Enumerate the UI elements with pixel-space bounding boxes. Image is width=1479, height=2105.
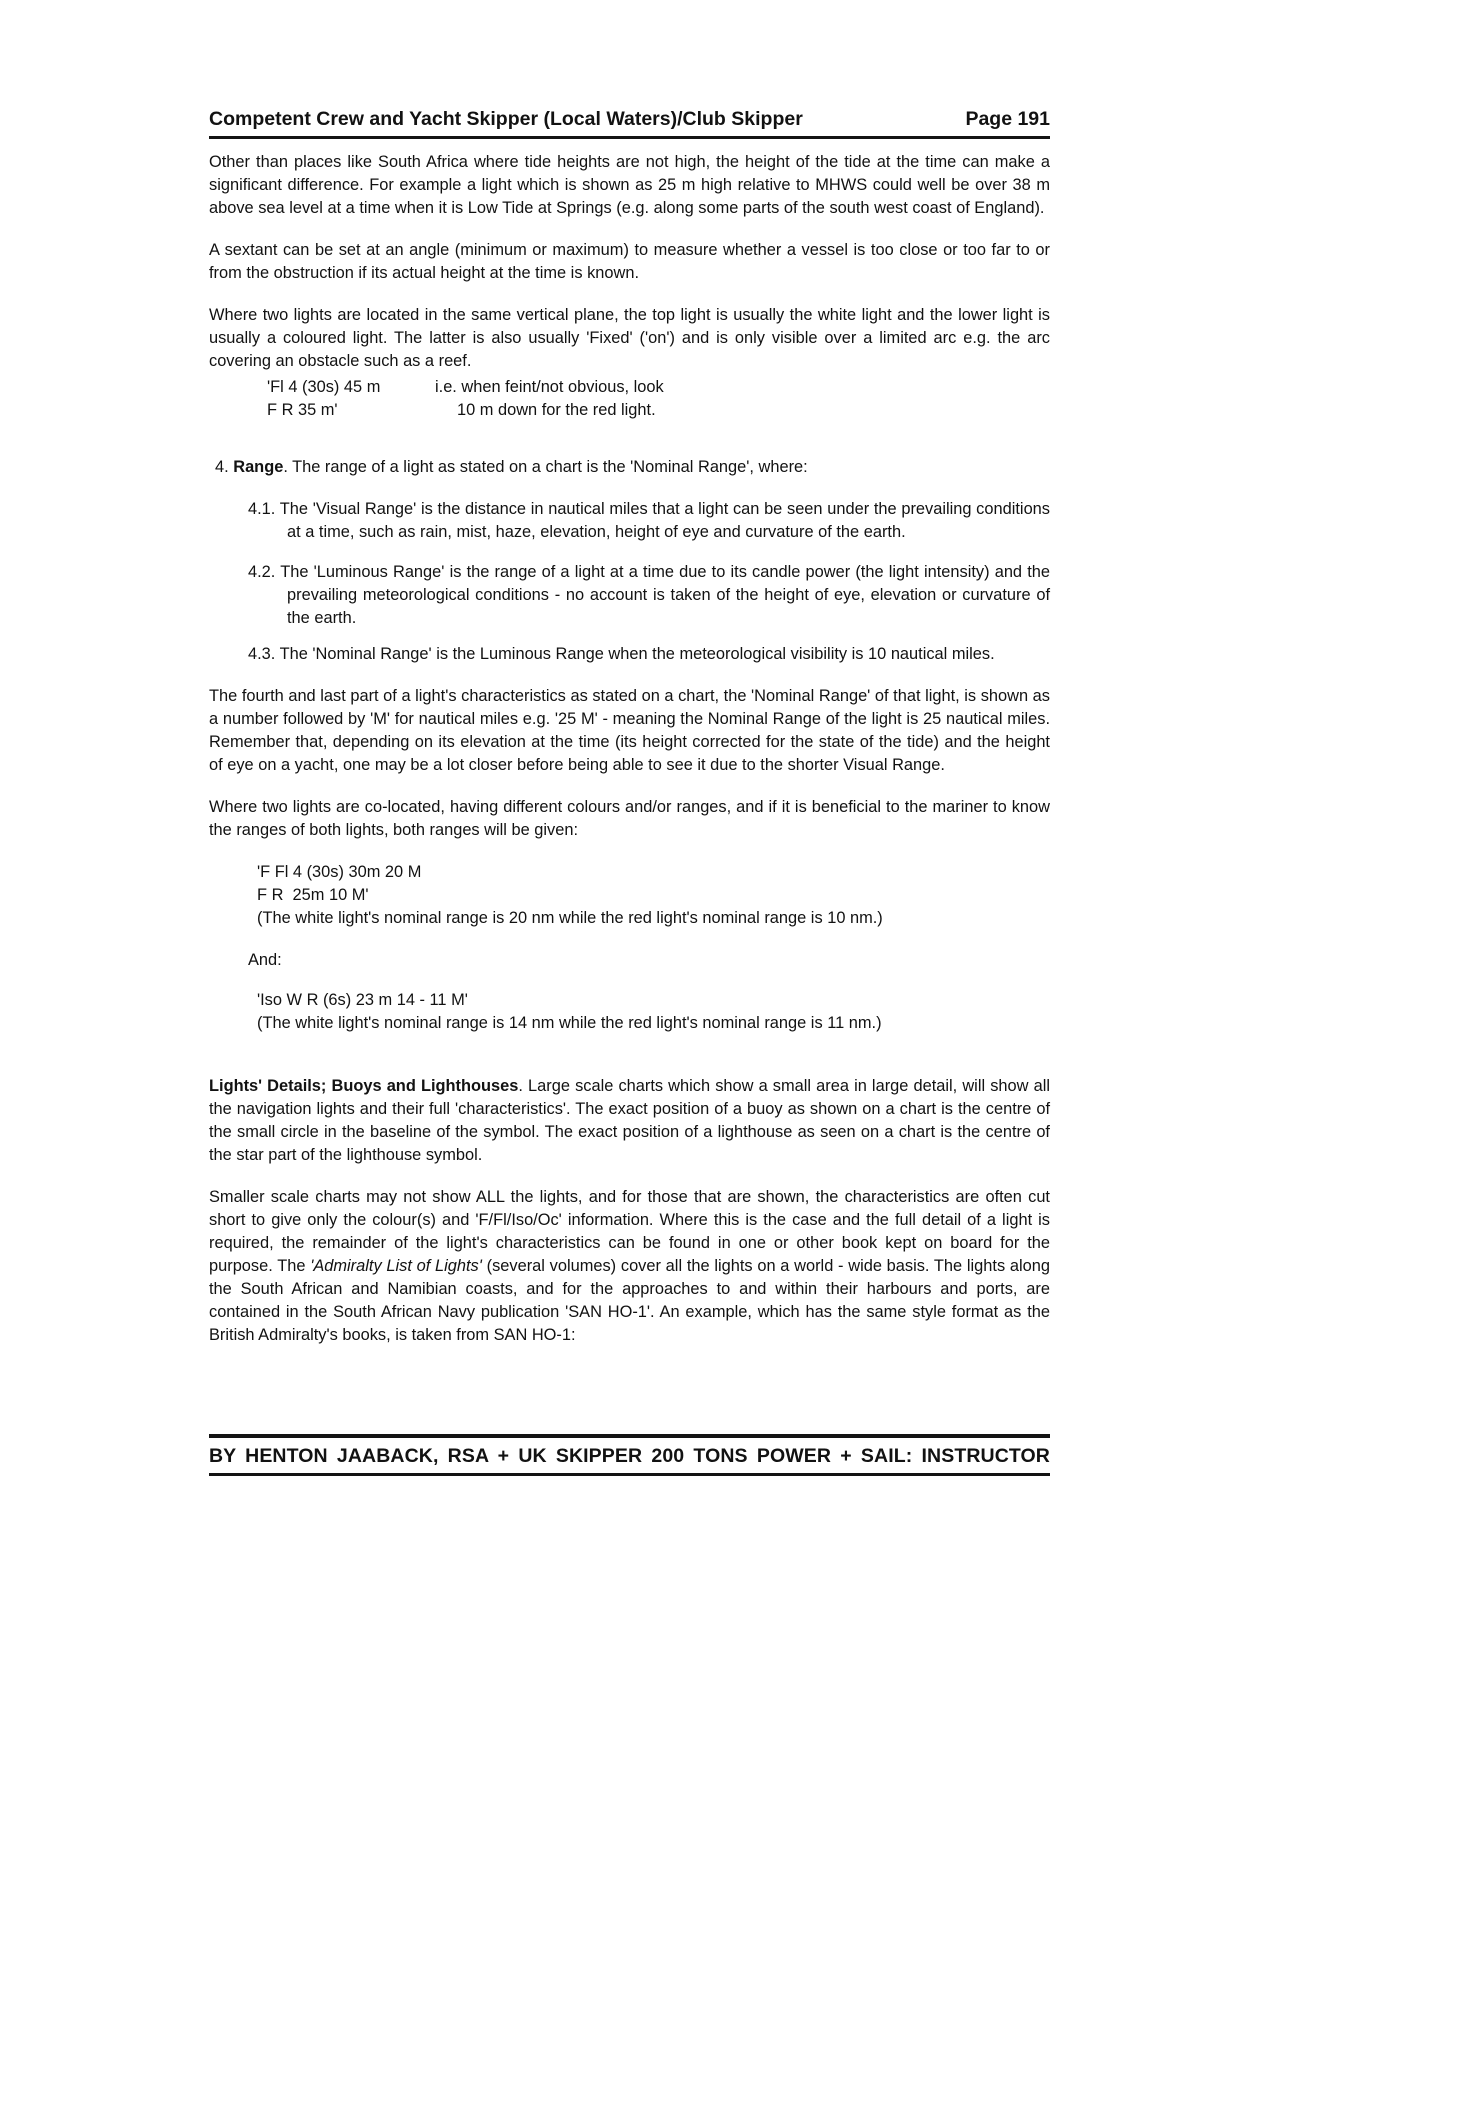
range-note: (The white light's nominal range is 20 nm while the red light's nominal range is 10 nm.): [257, 909, 883, 927]
paragraph-sextant: A sextant can be set at an angle (minimum or maximum) to measure whether a vessel is too close or too far to or from the obstruction if its actual height at the time is known.: [209, 241, 1050, 282]
paragraph-lights-details: [209, 1075, 1050, 1167]
example-line: [267, 376, 1050, 399]
light-code: 'F Fl 4 (30s) 30m 20 M: [257, 863, 422, 881]
item-text: . The range of a light as stated on a chart is the 'Nominal Range', where:: [283, 458, 808, 476]
light-characteristic-example: [267, 376, 1050, 422]
section-4-3: [248, 643, 1050, 666]
light-code: 'Iso W R (6s) 23 m 14 - 11 M': [257, 991, 468, 1009]
item-number: 4.2.: [248, 563, 281, 581]
item-text: The 'Visual Range' is the distance in nautical miles that a light can be seen under the prevailing conditions at a time, such as rain, mist, haze, elevation, height of eye and curvature of the earth.: [279, 500, 1050, 541]
section-4-range: [215, 456, 1050, 479]
section-4-1: [248, 498, 1050, 544]
and-label: And:: [248, 951, 282, 969]
range-example-1: [257, 861, 1050, 930]
page-footer: BY HENTON JAABACK, RSA + UK SKIPPER 200 TONS POWER + SAIL: INSTRUCTOR: [209, 1434, 1050, 1476]
item-text: The 'Luminous Range' is the range of a light at a time due to its candle power (the light intensity) and the prevailing meteorological conditions - no account is taken of the height of eye, elevation or curvature of the earth.: [280, 563, 1050, 627]
range-example-2: [257, 989, 1050, 1035]
paragraph-smaller-scale-charts: [209, 1186, 1050, 1347]
light-note: 10 m down for the red light.: [457, 401, 656, 419]
paragraph-nominal-range: The fourth and last part of a light's characteristics as stated on a chart, the 'Nominal Range' of that light, is shown as a number followed by 'M' for nautical miles e.g. '25 M' - meaning the Nominal Range of the light is 25 nautical miles. Remember that, depending on its elevation at the time (its height corrected for the state of the tide) and the height of eye on a yacht, one may be a lot closer before being able to see it due to the shorter Visual Range.: [209, 687, 1050, 774]
item-text: The 'Nominal Range' is the Luminous Range when the meteorological visibility is 10 nautical miles.: [279, 645, 995, 663]
page-number: Page 191: [965, 108, 1050, 130]
page-title: Competent Crew and Yacht Skipper (Local Waters)/Club Skipper: [209, 108, 803, 130]
paragraph-text: . Large scale charts which show a small area in large detail, will show all the navigation lights and their full 'characteristics'. The exact position of a buoy as shown on a chart is the centre of the small circle in the baseline of the symbol. The exact position of a lighthouse as seen on a chart is the centre of the star part of the lighthouse symbol.: [209, 1077, 1050, 1164]
light-note: i.e. when feint/not obvious, look: [435, 378, 664, 396]
range-note: (The white light's nominal range is 14 nm while the red light's nominal range is 11 nm.): [257, 1014, 882, 1032]
paragraph-lead: Lights' Details; Buoys and Lighthouses: [209, 1077, 519, 1095]
page-content: [209, 107, 1050, 1347]
section-4-2: [248, 561, 1050, 630]
light-code: F R 35 m': [267, 401, 338, 419]
item-number: 4.1.: [248, 500, 280, 518]
item-number: 4.: [215, 458, 234, 476]
paragraph-colocated-lights: Where two lights are co-located, having different colours and/or ranges, and if it is beneficial to the mariner to know the ranges of both lights, both ranges will be given:: [209, 798, 1050, 839]
item-lead: Range: [233, 458, 284, 476]
light-code: F R 25m 10 M': [257, 886, 369, 904]
paragraph-text: Smaller scale charts may not show ALL the lights, and for those that are shown, the characteristics are often cut short to give only the colour(s) and 'F/Fl/Iso/Oc' information. Where this is the case and the full detail of a light is required, the remainder of the light's characteristics can be found in one or other book kept on board for the purpose. The: [209, 1188, 1050, 1275]
example-line: [267, 399, 1050, 422]
paragraph-text: (several volumes) cover all the lights on a world - wide basis. The lights along the South African and Namibian coasts, and for the approaches to and within their harbours and ports, are contained in the South African Navy publication 'SAN HO-1'. An example, which has the same style format as the British Admiralty's books, is taken from SAN HO-1:: [209, 1257, 1050, 1344]
light-code: 'Fl 4 (30s) 45 m: [267, 378, 381, 396]
book-title: 'Admiralty List of Lights': [310, 1257, 482, 1275]
paragraph-tide-heights: Other than places like South Africa where tide heights are not high, the height of the tide at the time can make a significant difference. For example a light which is shown as 25 m high relative to MHWS could well be over 38 m above sea level at a time when it is Low Tide at Springs (e.g. along some parts of the south west coast of England).: [209, 153, 1050, 217]
page-header: [209, 107, 1050, 139]
item-number: 4.3.: [248, 645, 280, 663]
paragraph-two-lights: Where two lights are located in the same vertical plane, the top light is usually the white light and the lower light is usually a coloured light. The latter is also usually 'Fixed' ('on') and is only visible over a limited arc e.g. the arc covering an obstacle such as a reef.: [209, 306, 1050, 370]
